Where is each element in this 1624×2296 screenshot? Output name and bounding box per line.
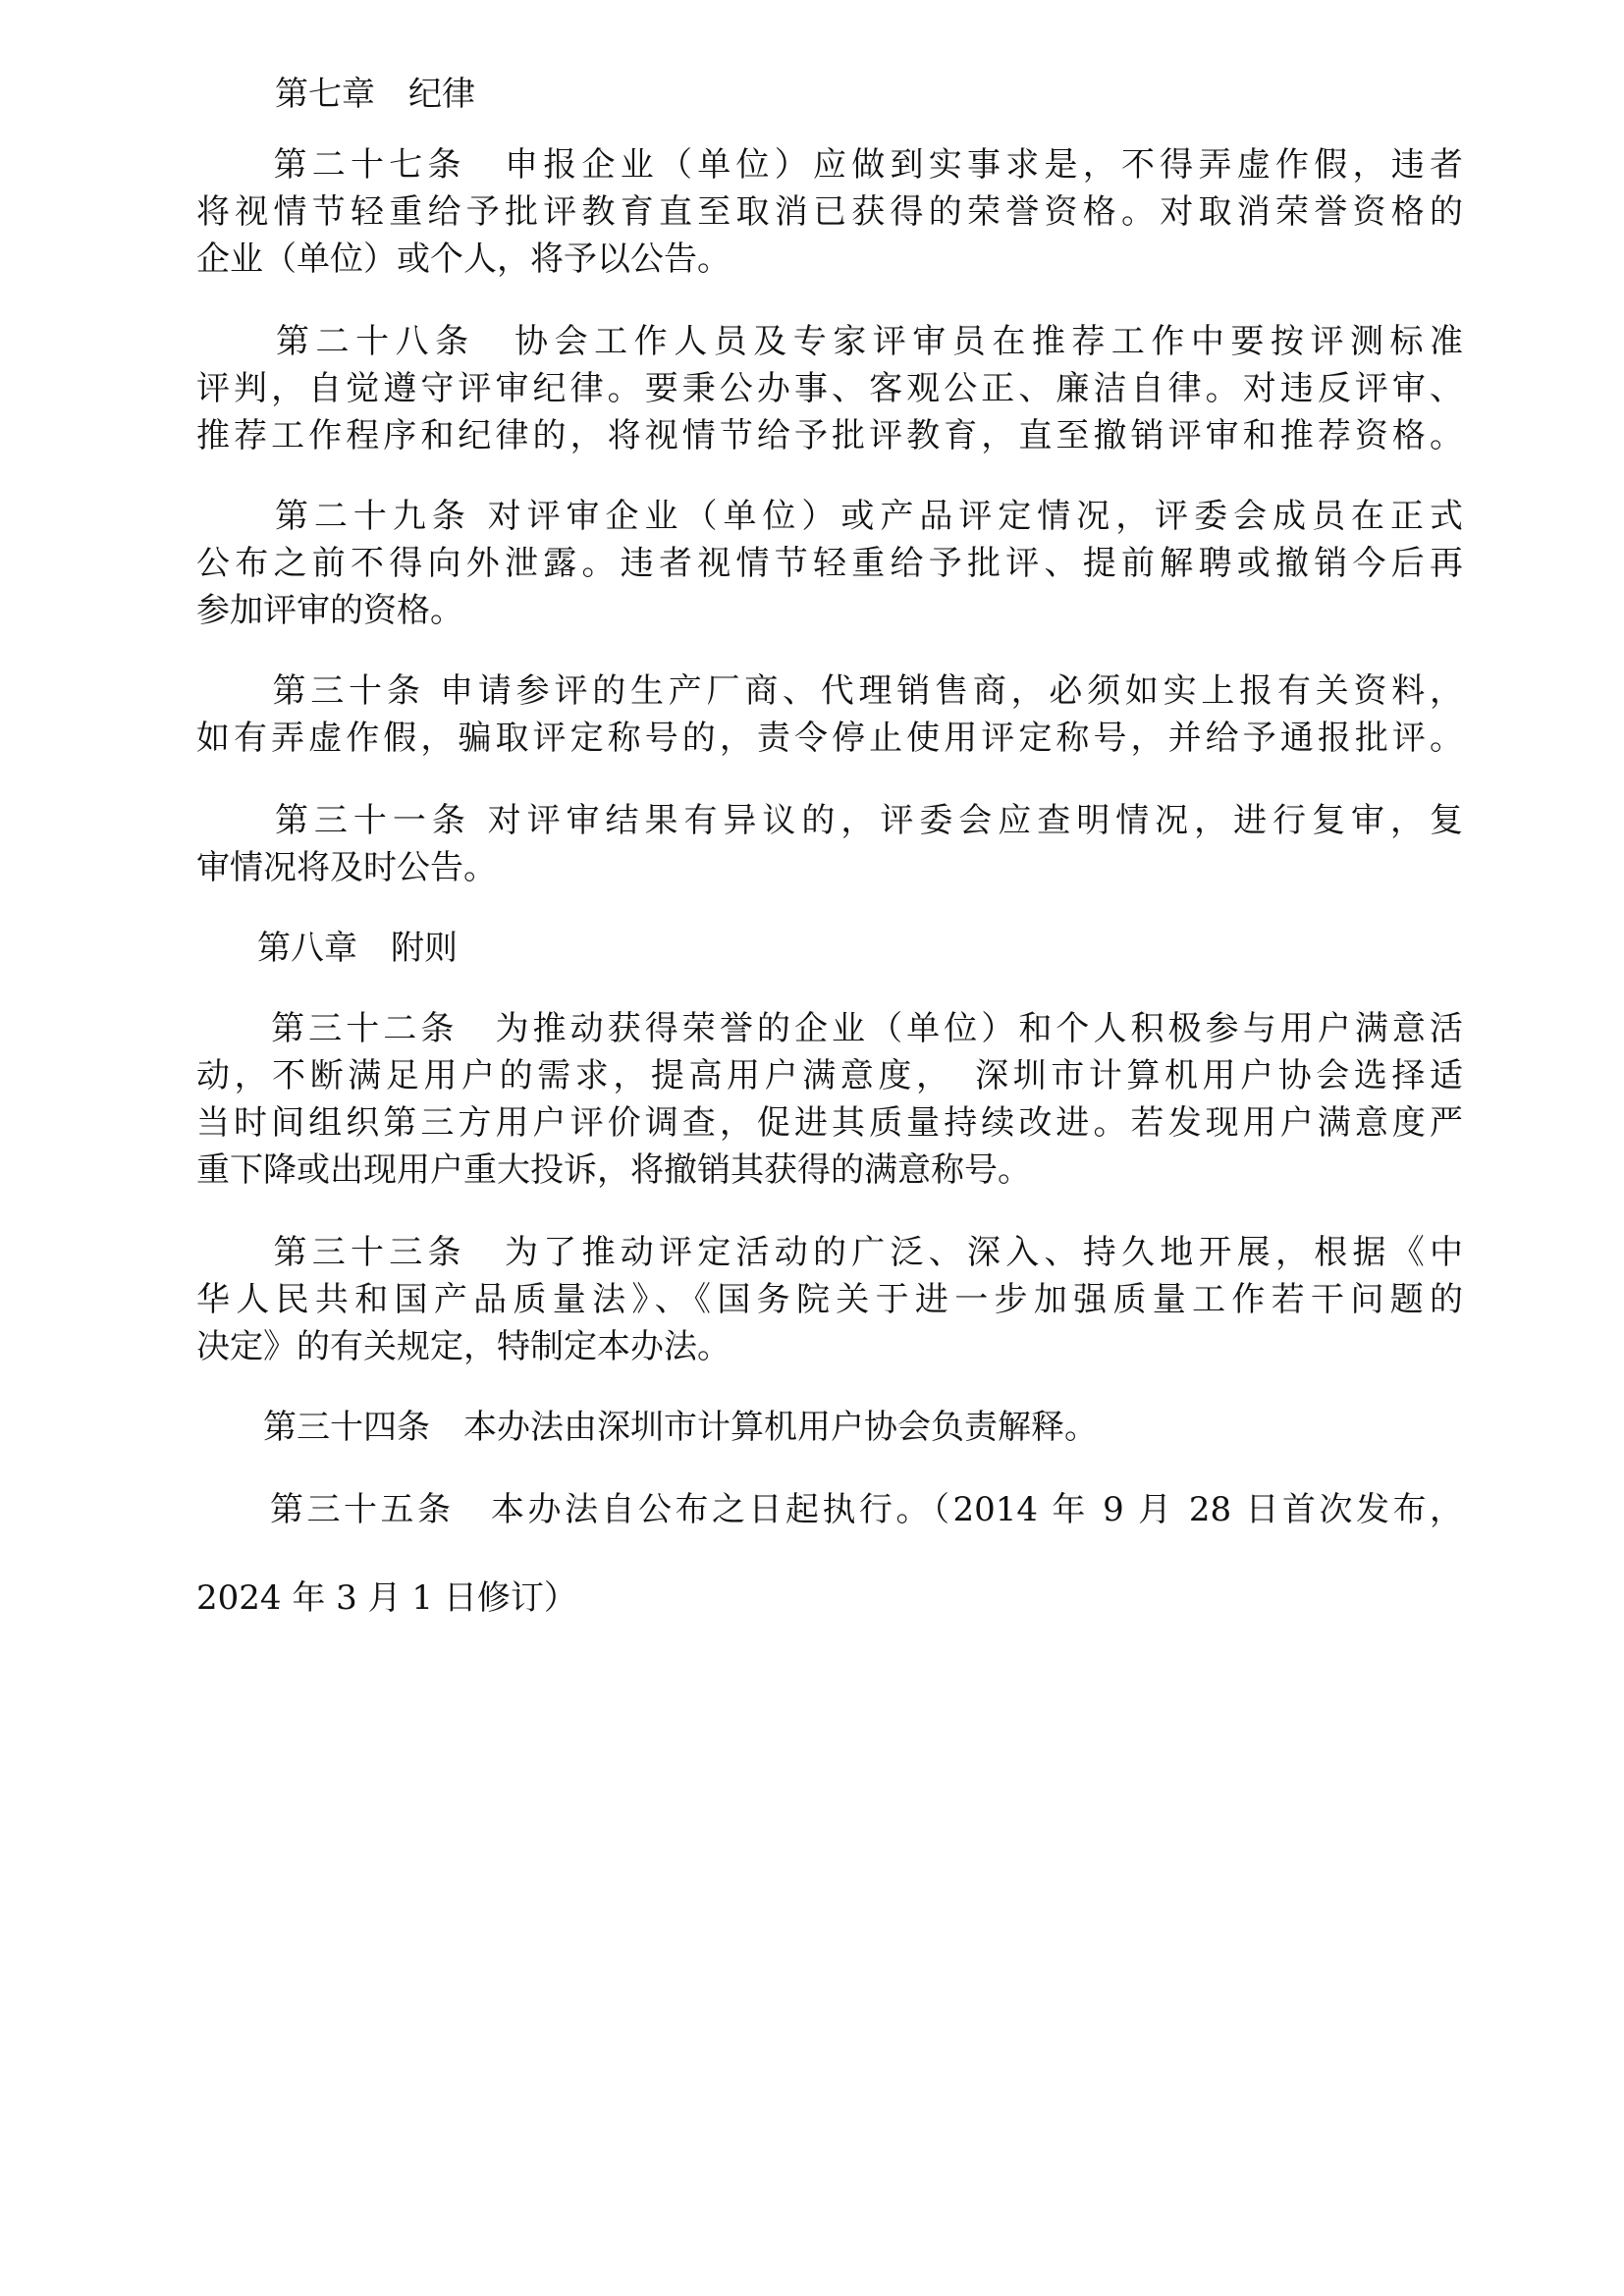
article-29-line-2: 公布之前不得向外泄露。违者视情节轻重给予批评、提前解聘或撤销今后再 — [196, 544, 1463, 583]
article-30-line-1: 第三十条 申请参评的生产厂商、代理销售商，必须如实上报有关资料， — [196, 671, 1463, 711]
article-34-line-1: 第三十四条 本办法由深圳市计算机用户协会负责解释。 — [196, 1408, 1098, 1447]
article-32-line-4: 重下降或出现用户重大投诉，将撤销其获得的满意称号。 — [196, 1150, 1031, 1190]
article-28-line-1: 第二十八条 协会工作人员及专家评审员在推荐工作中要按评测标准 — [196, 322, 1463, 361]
article-29-line-1: 第二十九条 对评审企业（单位）或产品评定情况，评委会成员在正式 — [196, 497, 1463, 536]
article-28-line-3: 推荐工作程序和纪律的，将视情节给予批评教育，直至撤销评审和推荐资格。 — [196, 416, 1463, 455]
article-32-line-3: 当时间组织第三方用户评价调查，促进其质量持续改进。若发现用户满意度严 — [196, 1103, 1463, 1143]
article-32-line-2: 动，不断满足用户的需求，提高用户满意度， 深圳市计算机用户协会选择适 — [196, 1056, 1463, 1095]
article-35-line-1: 第三十五条 本办法自公布之日起执行。（2014 年 9 月 28 日首次发布， — [196, 1490, 1463, 1529]
article-33-line-2: 华人民共和国产品质量法》、《国务院关于进一步加强质量工作若干问题的 — [196, 1280, 1463, 1319]
chapter-7-heading: 第七章 纪律 — [275, 75, 475, 114]
article-31-line-1: 第三十一条 对评审结果有异议的，评委会应查明情况，进行复审，复 — [196, 801, 1463, 840]
article-33-line-1: 第三十三条 为了推动评定活动的广泛、深入、持久地开展，根据《中 — [196, 1233, 1463, 1272]
article-27-line-2: 将视情节轻重给予批评教育直至取消已获得的荣誉资格。对取消荣誉资格的 — [196, 192, 1463, 232]
article-27-line-1: 第二十七条 申报企业（单位）应做到实事求是，不得弄虚作假，违者 — [196, 145, 1463, 185]
article-30-line-2: 如有弄虚作假，骗取评定称号的，责令停止使用评定称号，并给予通报批评。 — [196, 719, 1463, 758]
chapter-8-heading: 第八章 附则 — [257, 929, 458, 968]
article-33-line-3: 决定》的有关规定，特制定本办法。 — [196, 1327, 731, 1366]
article-32-line-1: 第三十二条 为推动获得荣誉的企业（单位）和个人积极参与用户满意活 — [196, 1009, 1463, 1048]
article-28-line-2: 评判，自觉遵守评审纪律。要秉公办事、客观公正、廉洁自律。对违反评审、 — [196, 369, 1463, 408]
article-31-line-2: 审情况将及时公告。 — [196, 848, 497, 887]
article-29-line-3: 参加评审的资格。 — [196, 591, 463, 630]
article-35-line-2: 2024 年 3 月 1 日修订） — [196, 1578, 577, 1618]
article-27-line-3: 企业（单位）或个人，将予以公告。 — [196, 240, 731, 279]
